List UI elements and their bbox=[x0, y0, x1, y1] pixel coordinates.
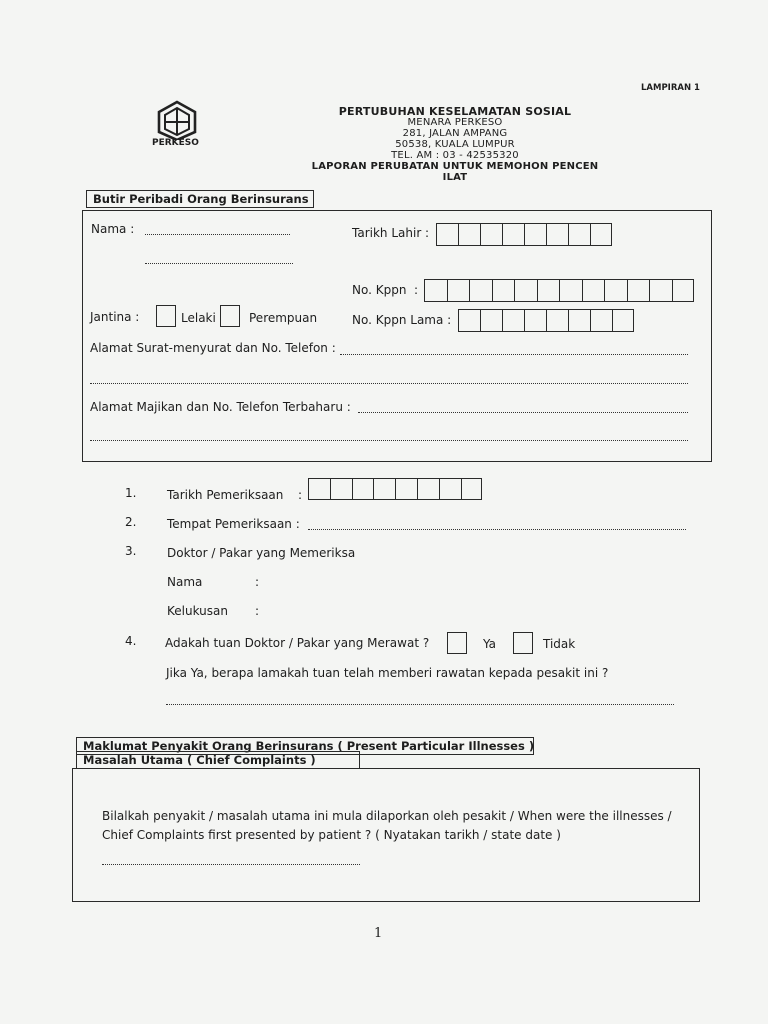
ya-checkbox[interactable] bbox=[447, 632, 467, 654]
q4-label: Adakah tuan Doktor / Pakar yang Merawat ? bbox=[165, 636, 430, 650]
q4-followup: Jika Ya, berapa lamakah tuan telah memberi rawatan kepada pesakit ini ? bbox=[166, 666, 609, 680]
alamat-majikan-line-1[interactable] bbox=[358, 412, 688, 413]
section2-tab: Maklumat Penyakit Orang Berinsurans ( Present Particular Illnesses ) bbox=[76, 737, 534, 755]
digit-box[interactable] bbox=[524, 309, 546, 332]
letterhead bbox=[300, 106, 610, 183]
perkeso-logo-icon bbox=[155, 100, 199, 140]
ya-label: Ya bbox=[483, 637, 497, 651]
digit-box[interactable] bbox=[559, 279, 582, 302]
digit-box[interactable] bbox=[590, 223, 612, 246]
digit-box[interactable] bbox=[537, 279, 560, 302]
q4-number: 4. bbox=[125, 634, 137, 648]
digit-box[interactable] bbox=[480, 309, 502, 332]
digit-box[interactable] bbox=[373, 478, 395, 500]
no-kppn-colon: : bbox=[414, 283, 419, 297]
no-kppn-lama-boxes[interactable] bbox=[458, 309, 634, 332]
logo-text: PERKESO bbox=[152, 138, 199, 148]
nama-line-1[interactable] bbox=[145, 234, 290, 235]
digit-box[interactable] bbox=[672, 279, 695, 302]
digit-box[interactable] bbox=[461, 478, 483, 500]
digit-box[interactable] bbox=[590, 309, 612, 332]
page-number: 1 bbox=[374, 926, 383, 941]
street: 281, JALAN AMPANG bbox=[402, 128, 508, 139]
illness-question-line1: Bilalkah penyakit / masalah utama ini mula dilaporkan oleh pesakit / When were the illnesses / bbox=[102, 809, 672, 823]
lampiran-label: LAMPIRAN 1 bbox=[641, 83, 700, 93]
doktor-nama-label: Nama bbox=[167, 575, 203, 589]
alamat-surat-label: Alamat Surat-menyurat dan No. Telefon : bbox=[90, 341, 336, 355]
q1-label: Tarikh Pemeriksaan bbox=[167, 488, 284, 502]
digit-box[interactable] bbox=[424, 279, 447, 302]
q1-colon: : bbox=[298, 488, 303, 502]
q1-number: 1. bbox=[125, 486, 137, 500]
tidak-checkbox[interactable] bbox=[513, 632, 533, 654]
digit-box[interactable] bbox=[568, 309, 590, 332]
digit-box[interactable] bbox=[546, 309, 568, 332]
digit-box[interactable] bbox=[439, 478, 461, 500]
org-name: PERTUBUHAN KESELAMATAN SOSIAL bbox=[338, 105, 572, 118]
lelaki-checkbox[interactable] bbox=[156, 305, 176, 327]
digit-box[interactable] bbox=[546, 223, 568, 246]
q3-label: Doktor / Pakar yang Memeriksa bbox=[167, 546, 356, 560]
alamat-majikan-label: Alamat Majikan dan No. Telefon Terbaharu : bbox=[90, 400, 351, 414]
digit-box[interactable] bbox=[627, 279, 650, 302]
digit-box[interactable] bbox=[308, 478, 330, 500]
tarikh-lahir-label: Tarikh Lahir : bbox=[352, 226, 430, 240]
digit-box[interactable] bbox=[458, 223, 480, 246]
q3-number: 3. bbox=[125, 544, 137, 558]
digit-box[interactable] bbox=[582, 279, 605, 302]
digit-box[interactable] bbox=[458, 309, 480, 332]
digit-box[interactable] bbox=[649, 279, 672, 302]
digit-box[interactable] bbox=[568, 223, 590, 246]
jantina-label: Jantina : bbox=[90, 310, 140, 324]
building: MENARA PERKESO bbox=[407, 117, 503, 128]
section2-subtab: Masalah Utama ( Chief Complaints ) bbox=[76, 751, 360, 769]
digit-box[interactable] bbox=[492, 279, 515, 302]
alamat-surat-line-2[interactable] bbox=[90, 383, 688, 384]
perempuan-label: Perempuan bbox=[249, 311, 318, 325]
nama-label: Nama : bbox=[91, 222, 135, 236]
tempat-pemeriksaan-line[interactable] bbox=[308, 529, 686, 530]
tel: TEL. AM : 03 - 42535320 bbox=[391, 150, 519, 161]
q2-label: Tempat Pemeriksaan : bbox=[167, 517, 300, 531]
q2-number: 2. bbox=[125, 515, 137, 529]
digit-box[interactable] bbox=[352, 478, 374, 500]
no-kppn-boxes[interactable] bbox=[424, 279, 694, 302]
digit-box[interactable] bbox=[604, 279, 627, 302]
digit-box[interactable] bbox=[417, 478, 439, 500]
lelaki-label: Lelaki bbox=[181, 311, 216, 325]
section1-tab: Butir Peribadi Orang Berinsurans bbox=[86, 190, 314, 208]
alamat-majikan-line-2[interactable] bbox=[90, 440, 688, 441]
nama-line-2[interactable] bbox=[145, 263, 293, 264]
q4-followup-line[interactable] bbox=[166, 704, 674, 705]
tarikh-lahir-boxes[interactable] bbox=[436, 223, 612, 246]
digit-box[interactable] bbox=[469, 279, 492, 302]
personal-details-box bbox=[82, 210, 712, 462]
digit-box[interactable] bbox=[395, 478, 417, 500]
digit-box[interactable] bbox=[524, 223, 546, 246]
digit-box[interactable] bbox=[447, 279, 470, 302]
kelukusan-label: Kelukusan bbox=[167, 604, 228, 618]
digit-box[interactable] bbox=[480, 223, 502, 246]
illness-date-line[interactable] bbox=[102, 864, 360, 865]
illness-question-line2: Chief Complaints first presented by patient ? ( Nyatakan tarikh / state date ) bbox=[102, 828, 561, 842]
city: 50538, KUALA LUMPUR bbox=[395, 139, 515, 150]
no-kppn-label: No. Kppn bbox=[352, 283, 407, 297]
doktor-nama-colon: : bbox=[255, 575, 260, 589]
report-title: LAPORAN PERUBATAN UNTUK MEMOHON PENCEN ILAT bbox=[311, 161, 599, 183]
digit-box[interactable] bbox=[502, 223, 524, 246]
alamat-surat-line-1[interactable] bbox=[340, 354, 688, 355]
perempuan-checkbox[interactable] bbox=[220, 305, 240, 327]
digit-box[interactable] bbox=[330, 478, 352, 500]
digit-box[interactable] bbox=[502, 309, 524, 332]
kelukusan-colon: : bbox=[255, 604, 260, 618]
no-kppn-lama-label: No. Kppn Lama : bbox=[352, 313, 452, 327]
tarikh-pemeriksaan-boxes[interactable] bbox=[308, 478, 482, 500]
digit-box[interactable] bbox=[612, 309, 634, 332]
digit-box[interactable] bbox=[514, 279, 537, 302]
digit-box[interactable] bbox=[436, 223, 458, 246]
tidak-label: Tidak bbox=[543, 637, 576, 651]
